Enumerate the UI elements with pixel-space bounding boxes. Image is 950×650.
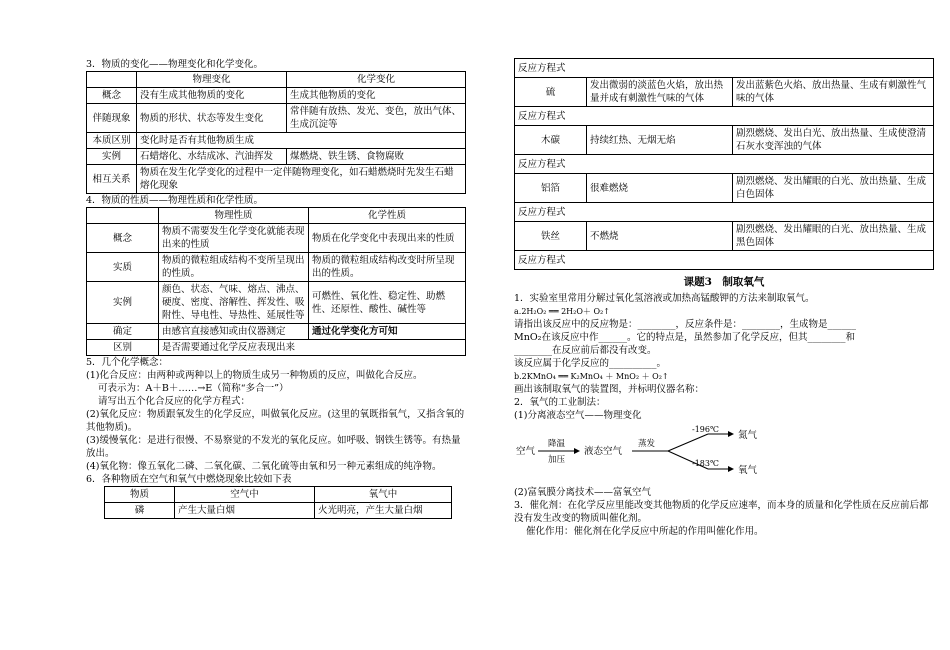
- table-header-row: [87, 72, 466, 88]
- row-label: 木碳: [515, 126, 587, 155]
- header-cell: 物理变化: [137, 72, 287, 88]
- diagram-step-bottom: 加压: [548, 455, 566, 465]
- table-row: [515, 174, 934, 203]
- equation-text: b.2KMnO₄ ══ K₂MnO₄ ＋ MnO₂ ＋ O₂↑: [514, 372, 669, 381]
- lesson-title: 课题3 制取氧气: [683, 276, 765, 288]
- table-cell: 剧烈燃烧、发出白光、放出热量、生成使澄清石灰水变浑浊的气体: [733, 126, 934, 155]
- concept-paragraph: (2)氧化反应：物质跟氧发生的化学反应，叫做氧化反应。(这里的氧既指氧气，又指含氧的其他物质)。: [86, 409, 465, 433]
- lesson-paragraph: 画出该制取氧气的装置图，并标明仪器名称：: [514, 384, 705, 395]
- diagram-step-top: 降温: [548, 439, 566, 449]
- table-header-row: [87, 208, 466, 224]
- section-3-title: 3．物质的变化——物理变化和化学变化。: [86, 59, 264, 70]
- header-cell: 物质: [105, 487, 175, 503]
- header-cell: 物理性质: [159, 208, 309, 224]
- equation-row: [515, 155, 934, 174]
- table-row: [87, 324, 466, 340]
- equation-label: 反应方程式: [515, 107, 934, 126]
- table-cell: 产生大量白烟: [175, 503, 315, 519]
- row-label: 本质区别: [87, 133, 137, 149]
- table-cell: 持续红热、无烟无焰: [587, 126, 733, 155]
- diagram-oxygen: 氧气: [738, 465, 758, 476]
- arrow-head: [728, 466, 734, 472]
- table-cell: 剧烈燃烧、发出耀眼的白光、放出热量、生成黑色固体: [733, 222, 934, 251]
- header-cell: 空气中: [175, 487, 315, 503]
- right-column: [514, 58, 934, 538]
- table-cell: 常伴随有放热、发光、变色，放出气体、生成沉淀等: [287, 104, 466, 133]
- equation-label: 反应方程式: [515, 59, 934, 78]
- concept-paragraph: 请写出五个化合反应的化学方程式：: [98, 396, 251, 407]
- table-cell: 发出蓝紫色火焰、放出热量、生成有刺激性气味的气体: [733, 78, 934, 107]
- lesson-paragraph: 1．实验室里常用分解过氧化氢溶液或加热高锰酸钾的方法来制取氧气。: [514, 293, 815, 304]
- equation-row: [515, 59, 934, 78]
- left-column: [86, 58, 466, 519]
- diagram-liquid-air: 液态空气: [584, 446, 623, 457]
- equation-label: 反应方程式: [515, 251, 934, 270]
- table-cell: 是否需要通过化学反应表现出来: [159, 340, 466, 356]
- row-label: 实例: [87, 282, 159, 324]
- equation-text: a.2H₂O₂ ══ 2H₂O＋ O₂↑: [514, 307, 610, 316]
- lesson-paragraph: 请指出该反应中的反应物是：________，反应条件是：________，生成物是______: [514, 319, 857, 330]
- table-row: [87, 88, 466, 104]
- equation-row: [515, 251, 934, 270]
- row-label: 确定: [87, 324, 159, 340]
- air-separation-diagram: [514, 424, 774, 480]
- lesson-paragraph: 催化作用：催化剂在化学反应中所起的作用叫催化作用。: [526, 526, 764, 537]
- table-cell: 颜色、状态、气味、熔点、沸点、硬度、密度、溶解性、挥发性、吸附性、导电性、导热性、延展性等: [159, 282, 309, 324]
- header-cell: [87, 208, 159, 224]
- row-label: 磷: [105, 503, 175, 519]
- header-cell: [87, 72, 137, 88]
- property-table: [86, 207, 466, 356]
- table-row: [87, 165, 466, 194]
- section-6-title: 6．各种物质在空气和氧气中燃烧现象比较如下表: [86, 474, 292, 485]
- equation-row: [515, 107, 934, 126]
- table-row: [87, 224, 466, 253]
- header-cell: 化学变化: [287, 72, 466, 88]
- table-cell: 通过化学变化方可知: [309, 324, 466, 340]
- lesson-paragraph: ________在反应前后都没有改变。: [514, 345, 657, 356]
- table-cell: 没有生成其他物质的变化: [137, 88, 287, 104]
- combustion-table-start: [104, 486, 452, 519]
- table-cell: 可燃性、氧化性、稳定性、助燃性、还原性、酸性、碱性等: [309, 282, 466, 324]
- table-cell: 很难燃烧: [587, 174, 733, 203]
- lesson-paragraph: MnO₂在该反应中作______。它的特点是，虽然参加了化学反应，但其________和: [514, 332, 855, 343]
- table-row: [515, 126, 934, 155]
- table-cell: 不燃烧: [587, 222, 733, 251]
- table-header-row: [105, 487, 452, 503]
- equation-label: 反应方程式: [515, 203, 934, 222]
- table-cell: 物质在发生化学变化的过程中一定伴随物理变化，如石蜡燃烧时先发生石蜡熔化现象: [137, 165, 466, 194]
- row-label: 概念: [87, 224, 159, 253]
- table-cell: 物质不需要发生化学变化就能表现出来的性质: [159, 224, 309, 253]
- table-cell: 石蜡熔化、水结成冰、汽油挥发: [137, 149, 287, 165]
- table-row: [87, 104, 466, 133]
- row-label: 实质: [87, 253, 159, 282]
- row-label: 铁丝: [515, 222, 587, 251]
- concept-paragraph: (3)缓慢氧化：是进行很慢、不易察觉的不发光的氧化反应。如呼吸、钢铁生锈等。有热量放出。: [86, 435, 461, 459]
- arrow-head: [574, 448, 580, 454]
- section-4-title: 4．物质的性质——物理性质和化学性质。: [86, 195, 264, 206]
- row-label: 实例: [87, 149, 137, 165]
- table-cell: 物质的微粒组成结构改变时所呈现出的性质。: [309, 253, 466, 282]
- row-label: 硫: [515, 78, 587, 107]
- row-label: 概念: [87, 88, 137, 104]
- diagram-temp-nitrogen: -196℃: [692, 425, 719, 434]
- branch-line: [668, 434, 708, 451]
- header-cell: 氧气中: [315, 487, 452, 503]
- diagram-evaporate: 蒸发: [638, 439, 656, 449]
- table-row: [87, 340, 466, 356]
- diagram-air-label: 空气: [516, 446, 536, 457]
- lesson-paragraph: 该反应属于化学反应的__________。: [514, 358, 667, 369]
- table-cell: 煤燃烧、铁生锈、食物腐败: [287, 149, 466, 165]
- lesson-paragraph: (1)分离液态空气——物理变化: [514, 410, 642, 421]
- lesson-paragraph: 2．氧气的工业制法：: [514, 397, 606, 408]
- table-cell: 物质的形状、状态等发生变化: [137, 104, 287, 133]
- diagram-temp-oxygen: -183℃: [692, 459, 719, 468]
- row-label: 相互关系: [87, 165, 137, 194]
- table-cell: 由感官直接感知或由仪器测定: [159, 324, 309, 340]
- table-row: [87, 133, 466, 149]
- table-cell: 发出微弱的淡蓝色火焰，放出热量并成有刺激性气味的气体: [587, 78, 733, 107]
- table-cell: 剧烈燃烧、发出耀眼的白光、放出热量、生成白色固体: [733, 174, 934, 203]
- concept-paragraph: (1)化合反应：由两种或两种以上的物质生成另一种物质的反应，叫做化合反应。: [86, 370, 423, 381]
- arrow-head: [728, 431, 734, 437]
- lesson-paragraph: 3．催化剂：在化学反应里能改变其他物质的化学反应速率，而本身的质量和化学性质在反应前后都没有发生改变的物质叫催化剂。: [514, 500, 929, 524]
- table-cell: 火光明亮，产生大量白烟: [315, 503, 452, 519]
- concept-paragraph: 可表示为：A＋B＋……→E（简称“多合一”）: [98, 383, 289, 394]
- row-label: 区别: [87, 340, 159, 356]
- row-label: 伴随现象: [87, 104, 137, 133]
- table-cell: 变化时是否有其他物质生成: [137, 133, 466, 149]
- table-row: [105, 503, 452, 519]
- header-cell: 化学性质: [309, 208, 466, 224]
- table-cell: 物质在化学变化中表现出来的性质: [309, 224, 466, 253]
- table-cell: 生成其他物质的变化: [287, 88, 466, 104]
- table-row: [87, 282, 466, 324]
- change-table: [86, 71, 466, 194]
- equation-label: 反应方程式: [515, 155, 934, 174]
- concept-paragraph: (4)氧化物：像五氧化二磷、二氧化碳、二氧化硫等由氧和另一种元素组成的纯净物。: [86, 461, 442, 472]
- table-cell: 物质的微粒组成结构不变所呈现出的性质。: [159, 253, 309, 282]
- table-row: [87, 253, 466, 282]
- combustion-table-continued: [514, 58, 934, 270]
- row-label: 铝箔: [515, 174, 587, 203]
- table-row: [515, 78, 934, 107]
- equation-row: [515, 203, 934, 222]
- table-row: [87, 149, 466, 165]
- table-row: [515, 222, 934, 251]
- lesson-paragraph: (2)富氧膜分离技术——富氧空气: [514, 487, 651, 498]
- section-5-title: 5．几个化学概念：: [86, 357, 169, 368]
- diagram-nitrogen: 氮气: [738, 430, 758, 441]
